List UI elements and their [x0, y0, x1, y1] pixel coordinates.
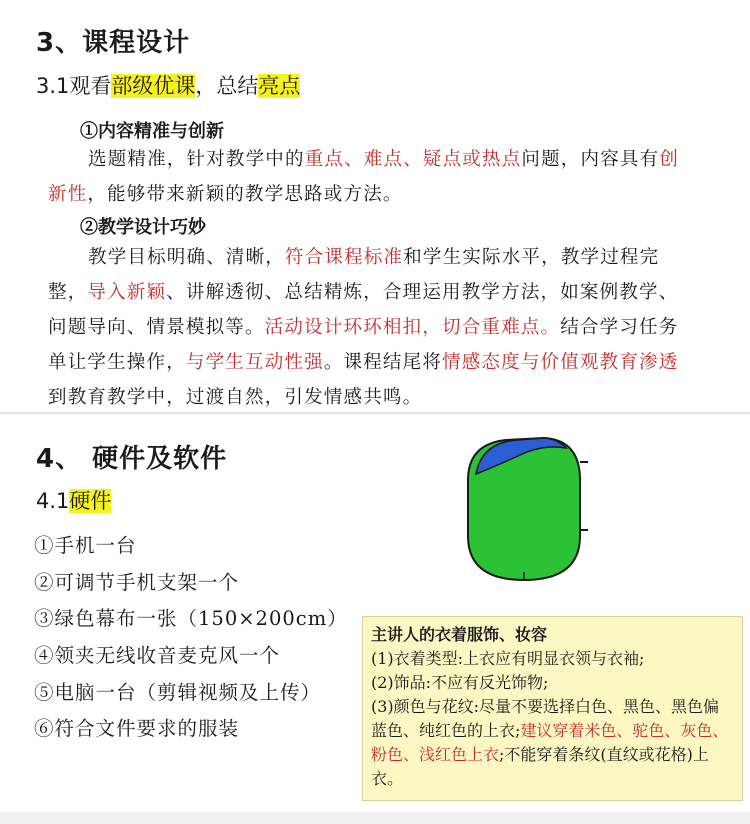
section-3-1-subtitle	[36, 70, 300, 100]
point-2-title: ②教学设计巧妙	[80, 217, 206, 238]
point-1-title: ①内容精准与创新	[80, 121, 224, 142]
highlight-text: 硬件	[69, 489, 112, 513]
section-divider	[0, 412, 750, 414]
attire-note-box	[362, 616, 743, 801]
section-3-title: 3、课程设计	[36, 28, 191, 58]
emphasis-text: 情感态度与价值观教育渗透	[442, 352, 679, 373]
emphasis-text: 创新性	[48, 149, 680, 205]
section-4-title: 4、 硬件及软件	[36, 444, 228, 474]
note-line: (2)饰品:不应有反光饰物;	[371, 673, 549, 692]
note-line: (1)衣着类型:上衣应有明显衣领与衣袖;	[371, 649, 645, 668]
note-title: 主讲人的衣着服饰、妆容	[371, 625, 548, 644]
point-2-paragraph: 教学目标明确、清晰，符合课程标准和学生实际水平，教学过程完整，导入新颖、讲解透彻、总结精炼，合理运用教学方法，如案例教学、问题导向、情景模拟等。活动设计环环相扣，切合重难点。结合学习任务单让学生操作，与学生互动性强。课程结尾将情感态度与价值观教育渗透到教育教学中，过渡自然，引发情感共鸣。	[48, 247, 679, 408]
point-1-paragraph: 选题精准，针对教学中的重点、难点、疑点或热点问题，内容具有创新性，能够带来新颖的教学思路或方法。	[48, 149, 680, 205]
emphasis-text: 导入新颖	[87, 282, 167, 303]
emphasis-text: 活动设计环环相扣，切合重难点。	[264, 317, 561, 338]
emphasis-text: 建议穿着米色、驼色、灰色、粉色、浅红色上衣	[371, 721, 729, 764]
page-bottom-edge	[0, 812, 750, 824]
hardware-item: ⑤电脑一台（剪辑视频及上传）	[34, 681, 322, 704]
emphasis-text: 重点、难点、疑点或热点	[304, 149, 522, 170]
hardware-item: ⑥符合文件要求的服装	[34, 717, 240, 740]
subtitle-prefix: 3.1观看	[36, 74, 112, 98]
green-screen-icon	[462, 432, 594, 584]
subtitle-mid: ，总结	[195, 74, 259, 98]
highlight-text: 部级优课	[111, 74, 196, 98]
emphasis-text: 与学生互动性强	[185, 352, 324, 373]
note-line: (3)颜色与花纹:尽量不要选择白色、黑色、黑色偏蓝色、纯红色的上衣;建议穿着米色、驼色、灰色、粉色、浅红色上衣;不能穿着条纹(直纹或花格)上衣。	[371, 697, 729, 788]
hardware-item: ②可调节手机支架一个	[34, 571, 240, 594]
emphasis-text: 符合课程标准	[285, 247, 404, 268]
hardware-item: ③绿色幕布一张（150×200cm）	[34, 607, 348, 630]
highlight-text: 亮点	[258, 74, 301, 98]
section-4-1-subtitle: 4.1硬件	[36, 489, 112, 513]
hardware-item: ④领夹无线收音麦克风一个	[34, 644, 281, 667]
hardware-item: ①手机一台	[34, 534, 137, 557]
